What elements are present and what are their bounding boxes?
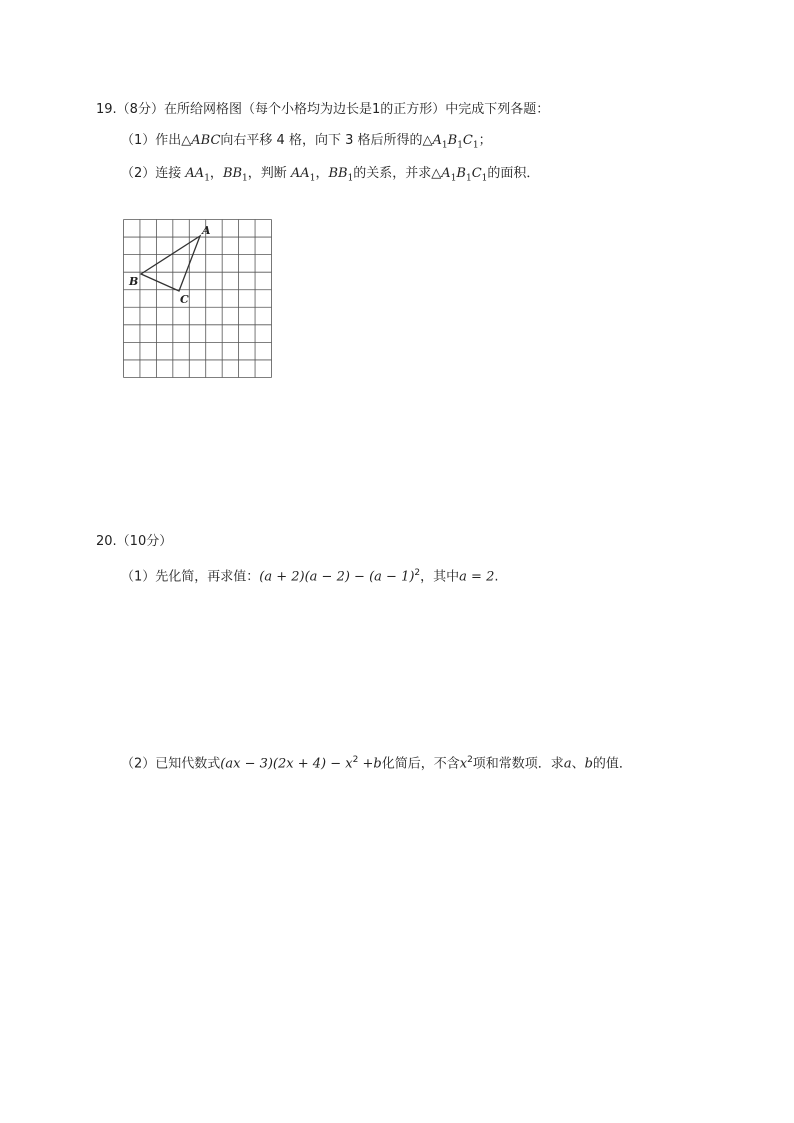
q19-triangle-abc: ABC [191,133,221,148]
tri-sub-3: 1 [472,140,479,151]
q20-part1-prefix: （1）先化简，再求值： [121,569,260,585]
q20-part2-middle: 化简后，不含 [381,756,460,772]
q20-part2-x: x [459,756,468,772]
tri2-letter-b: B [456,166,466,181]
segment-aa-letters: AA [185,166,205,181]
q19-part2-judge: ，判断 [247,166,291,181]
q20-part1-expression: (a + 2)(a − 2) − (a − 1) [259,569,415,585]
q19-part1-prefix: （1）作出△ [121,133,192,148]
q20-part2-plus-b: +b [358,756,382,772]
q20-part1 [121,564,498,586]
tri2-sub-2: 1 [465,173,472,184]
q20-part2-middle2: 项和常数项．求 [472,756,564,772]
q20-part2-x-exponent: 2 [467,755,473,765]
triangle-abc [141,236,200,291]
q19-part1 [121,132,492,155]
tri2-sub-1: 1 [450,173,457,184]
q20-part2-prefix: （2）已知代数式 [121,756,221,772]
segment-bb-sub: 1 [242,173,248,184]
tri-letter-a: A [432,133,442,148]
segment-bb-letters-2: BB [328,166,348,181]
q20-part2-end: 的值． [592,756,632,772]
q20-part2-separator: 、 [571,756,585,772]
segment-aa1-again [290,166,316,184]
tri-letter-b: B [447,133,458,148]
q19-triangle-a1b1c1 [432,133,479,151]
segment-aa1 [185,166,210,184]
q19-part2-end: 的面积． [487,166,540,181]
q20-part1-exponent: 2 [414,568,421,578]
q19-part2 [121,165,539,188]
q19-part1-middle: 向右平移 4 格，向下 3 格后所得的△ [220,133,433,148]
q20-part2-b: b [584,756,593,772]
segment-aa-sub-2: 1 [309,173,316,184]
q20-part2 [121,751,632,773]
segment-aa-sub: 1 [204,173,210,184]
label-a: A [202,224,211,237]
segment-bb1-again [328,166,354,184]
tri-letter-c: C [462,133,473,148]
tri-sub-2: 1 [457,140,463,151]
q19-part2-triangle [441,166,488,184]
tri2-letter-c: C [471,166,482,181]
segment-bb1 [222,166,248,184]
segment-aa-letters-2: AA [290,166,310,181]
q19-part1-end: ； [478,133,492,148]
tri2-sub-3: 1 [481,173,488,184]
q20-part2-expression: (ax − 3)(2x + 4) − x [220,756,353,772]
label-b: B [129,275,139,288]
segment-bb-sub-2: 1 [347,173,354,184]
q19-header: 19.（8分）在所给网格图（每个小格均为边长是1的正方形）中完成下列各题： [96,102,550,117]
q20-part2-exponent: 2 [352,755,359,765]
comma-2: ， [315,166,329,181]
label-c: C [180,293,189,306]
q19-part2-prefix: （2）连接 [121,166,186,181]
q19-part2-relation: 的关系，并求△ [353,166,442,181]
segment-bb-letters: BB [222,166,243,181]
tri2-letter-a: A [441,166,451,181]
q20-part1-middle: ，其中 [420,569,460,585]
q20-header: 20.（10分） [96,534,173,549]
q20-part1-condition: a = 2 [459,569,495,585]
grid-figure [123,219,273,379]
grid-figure-svg [123,219,273,379]
comma: ， [209,166,223,181]
q20-part2-a: a [563,756,572,772]
q20-part1-end: . [494,569,499,585]
tri-sub-1: 1 [441,140,448,151]
